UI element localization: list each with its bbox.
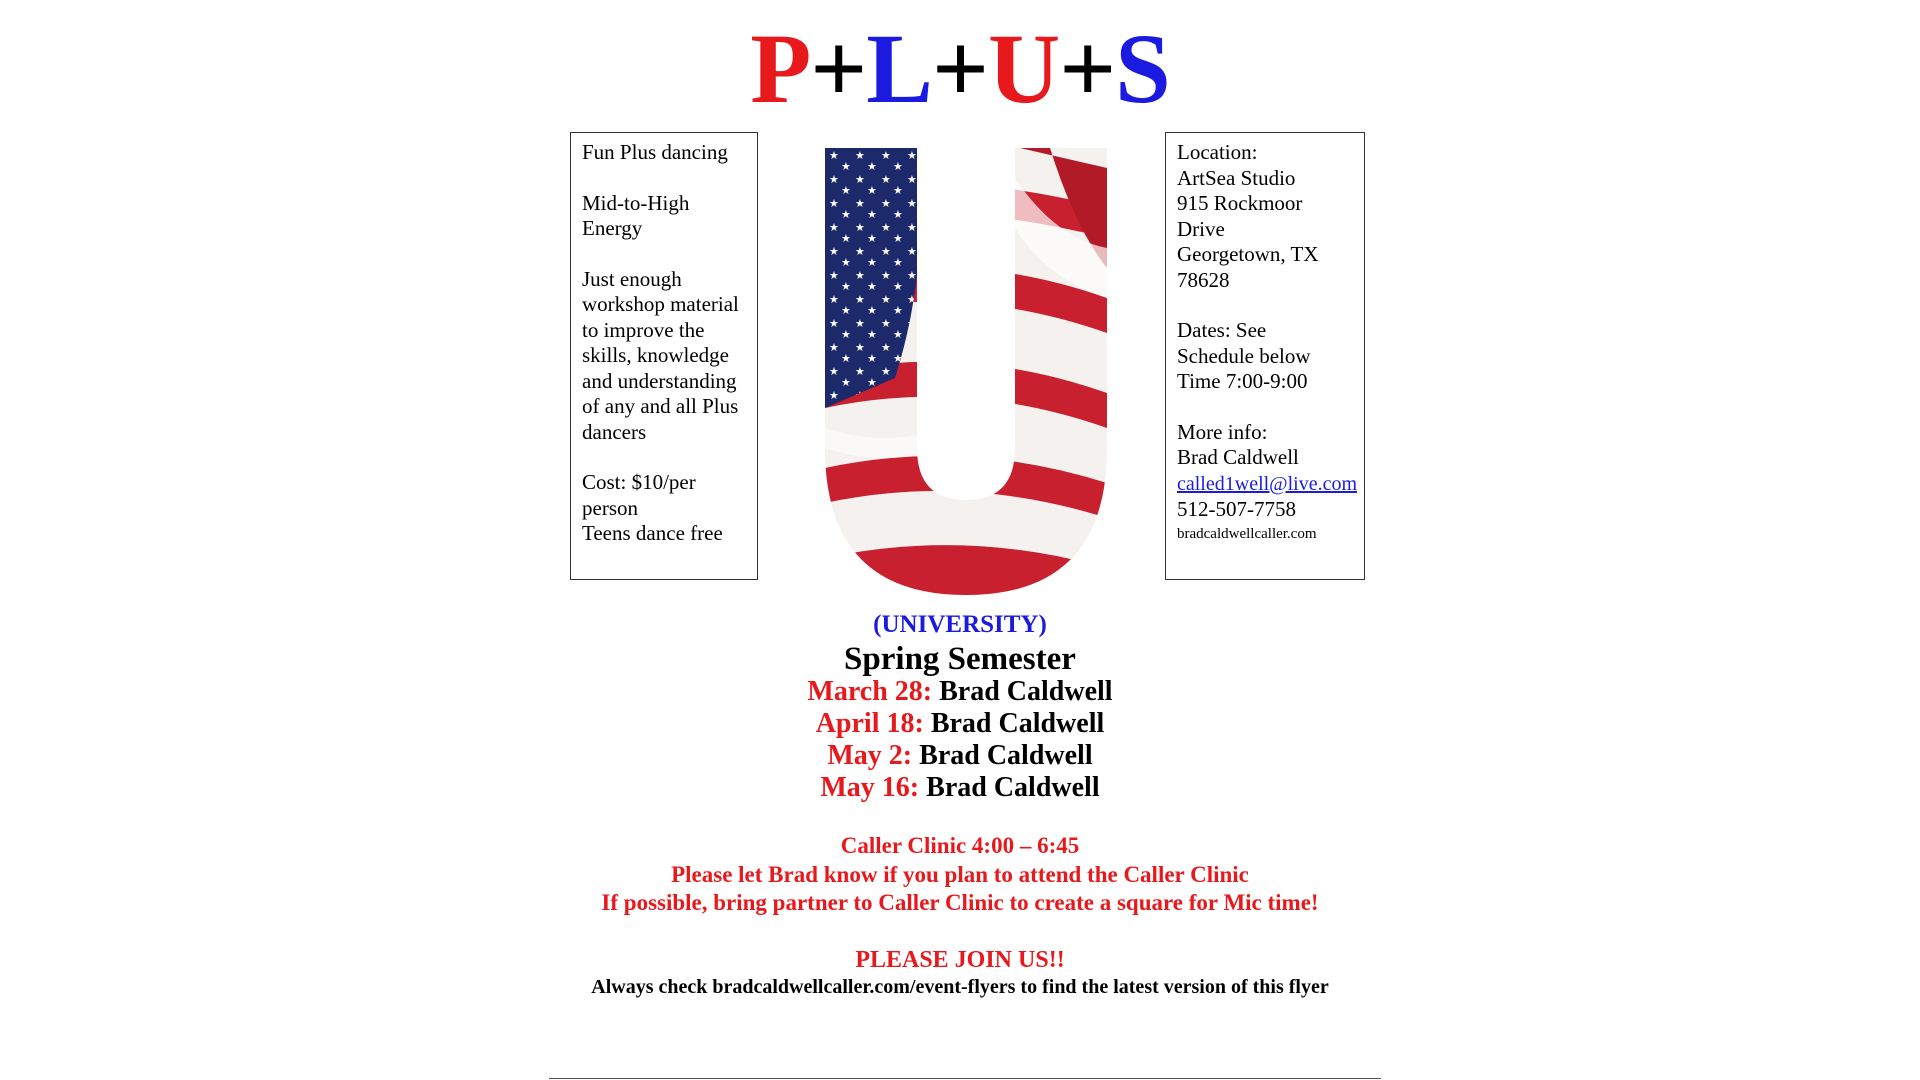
desc-line: of any and all Plus: [582, 394, 739, 418]
footer-note: Always check bradcaldwellcaller.com/event-flyers to find the latest version of this flyer: [591, 976, 1329, 998]
title-plus-2: +: [931, 13, 988, 124]
clinic-partner: If possible, bring partner to Caller Clinic to create a square for Mic time!: [601, 890, 1319, 915]
university-label: (UNIVERSITY): [873, 611, 1047, 638]
cost-line: Cost: $10/per: [582, 470, 696, 494]
zip-line: 78628: [1177, 267, 1230, 292]
desc-line: dancers: [582, 419, 647, 444]
title-letter-p: P: [750, 13, 811, 124]
schedule-item: [0, 708, 1920, 740]
flag-u-image: [825, 148, 1107, 595]
flyer-title: [0, 14, 1920, 124]
schedule-caller: Brad Caldwell: [939, 676, 1113, 707]
desc-line: Fun Plus dancing: [582, 140, 728, 164]
title-letter-s: S: [1115, 13, 1170, 124]
email-link[interactable]: called1well@live.com: [1177, 472, 1358, 495]
location-label: Location:: [1177, 140, 1258, 164]
join-us-text: PLEASE JOIN US!!: [855, 947, 1065, 973]
desc-line: Just enough: [582, 266, 682, 291]
title-letter-l: L: [866, 13, 932, 124]
teens-line: Teens dance free: [582, 521, 723, 545]
city-line: Georgetown, TX: [1177, 242, 1319, 266]
dates-line: Dates: See: [1177, 318, 1267, 342]
schedule-item: [0, 772, 1920, 804]
clinic-time: Caller Clinic 4:00 – 6:45: [840, 833, 1080, 858]
title-letter-u: U: [987, 13, 1060, 124]
phone-number: 512-507-7758: [1177, 497, 1296, 521]
dates-line: Schedule below: [1177, 343, 1311, 368]
schedule-caller: Brad Caldwell: [926, 772, 1100, 803]
schedule-item: [0, 740, 1920, 772]
schedule-date: May 16:: [820, 772, 920, 803]
semester-heading: Spring Semester: [844, 641, 1076, 677]
desc-line: Energy: [582, 216, 643, 240]
title-plus-3: +: [1059, 13, 1116, 124]
bottom-divider: [549, 1078, 1381, 1079]
desc-line: to improve the: [582, 317, 705, 342]
desc-line: skills, knowledge: [582, 343, 729, 367]
schedule-list: [0, 676, 1920, 804]
clinic-rsvp: Please let Brad know if you plan to attend the Caller Clinic: [671, 861, 1249, 887]
desc-line: workshop material: [582, 292, 739, 316]
schedule-date: May 2:: [827, 740, 913, 771]
desc-line: Mid-to-High: [582, 190, 690, 215]
more-info-label: More info:: [1177, 419, 1268, 444]
schedule-date: April 18:: [815, 708, 924, 739]
website-text: bradcaldwellcaller.com: [1177, 525, 1317, 542]
desc-line: and understanding: [582, 368, 737, 393]
address-line: Drive: [1177, 216, 1225, 241]
time-line: Time 7:00-9:00: [1177, 369, 1308, 393]
cost-line: person: [582, 495, 638, 520]
studio-name: ArtSea Studio: [1177, 165, 1296, 190]
schedule-caller: Brad Caldwell: [930, 708, 1105, 739]
contact-name: Brad Caldwell: [1177, 445, 1299, 469]
address-line: 915 Rockmoor: [1177, 191, 1303, 215]
title-plus-1: +: [810, 13, 867, 124]
schedule-date: March 28:: [807, 676, 933, 707]
info-box: [1165, 132, 1365, 580]
schedule-caller: Brad Caldwell: [919, 740, 1093, 771]
caller-clinic-notice: [0, 832, 1920, 918]
description-box: [570, 132, 758, 580]
schedule-item: [0, 676, 1920, 708]
